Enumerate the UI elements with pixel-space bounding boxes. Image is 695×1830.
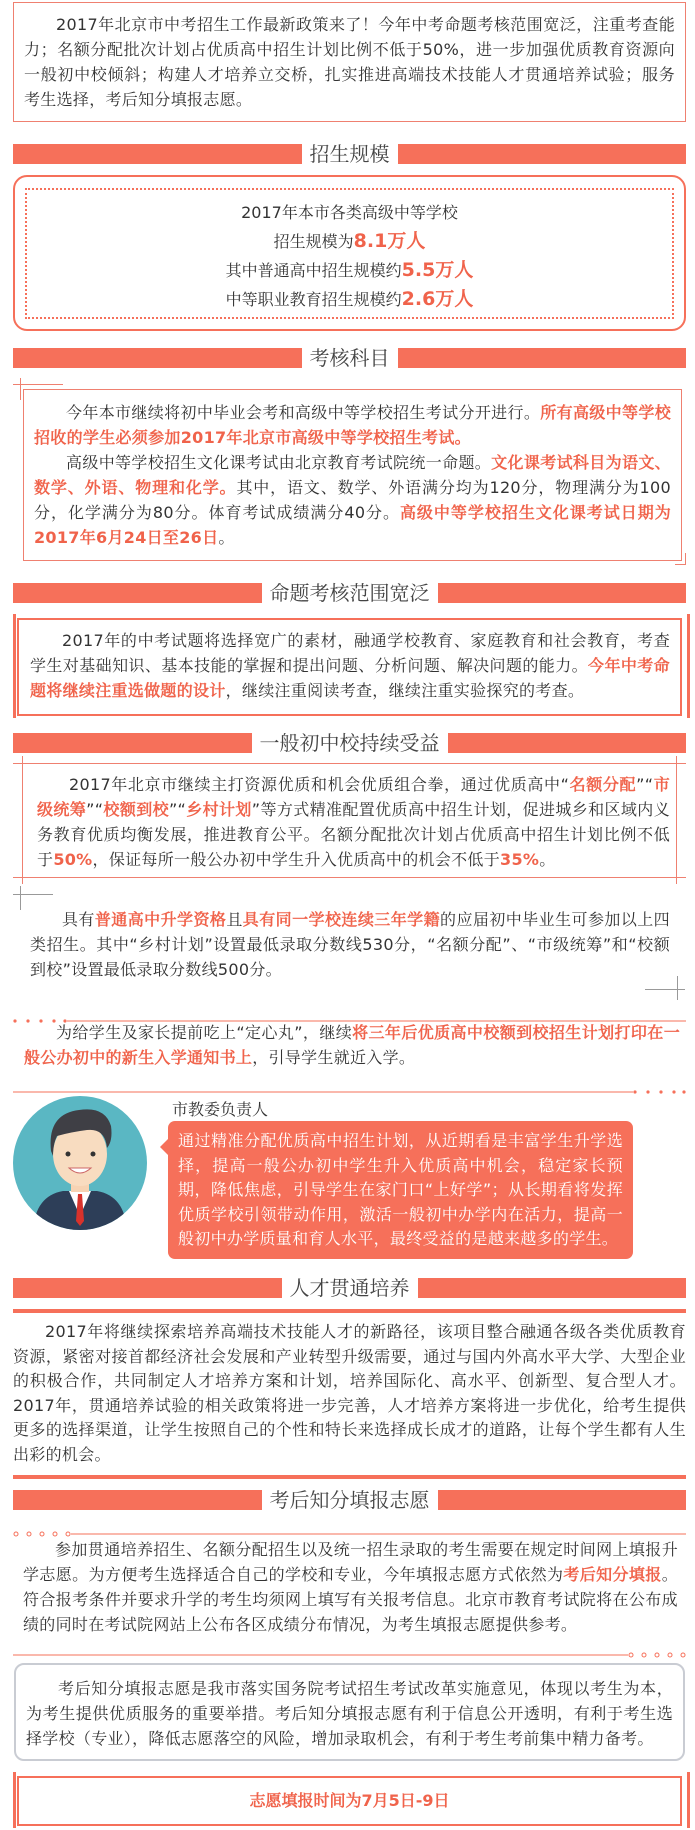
quote-text: 通过精准分配优质高中招生计划，从近期看是丰富学生升学选择，提高一般公办初中学生升入优质高中机会，稳定家长预期，降低焦虑，引导学生在家门口“上好学”；从长期看将发挥优质学校引领带动作用，激活一般初中办学内在活力，提高一般初中办学质量和育人水平，最终受益的是越来越多的学生。 <box>178 1131 623 1248</box>
paragraph <box>30 628 670 703</box>
scale-line <box>27 227 672 256</box>
text: 其中，语文、数学、外语满分均为120分，物理满分为100分，化学满分为80分。体育考试成绩满分40分。 <box>34 478 671 522</box>
deadline-text: 志愿填报时间为7月5日-9日 <box>249 1791 450 1810</box>
text: 的应届初中毕业生可参加以上四类招生。其中“乡村计划”设置最低录取分数线530分，“名额分配”、“市级统筹”和“校额到校”设置最低录取分数线500分。 <box>30 910 670 979</box>
intro-box <box>13 2 686 122</box>
section-header-application <box>13 1490 686 1510</box>
highlight: 35% <box>500 850 540 869</box>
subjects-box <box>23 389 682 561</box>
section-title: 招生规模 <box>302 140 398 168</box>
scale-line <box>27 256 672 285</box>
text: 具有 <box>62 910 95 929</box>
label: 其中普通高中招生规模约 <box>225 261 402 280</box>
corner-decoration <box>20 886 21 910</box>
corner-decoration <box>645 989 685 990</box>
section-header-schools <box>13 733 686 753</box>
talent-top-line <box>13 1309 686 1313</box>
schools-box <box>13 763 686 878</box>
frame-line <box>676 756 677 884</box>
policy-text: 考后知分填报志愿是我市落实国务院考试招生考试改革实施意见，体现以考生为本，为考生提供优质服务的重要举措。考后知分填报志愿有利于信息公开透明，有利于考生选择学校（专业），降低志愿落空的风险，增加录取机会，有利于考生考前集中精力备考。 <box>26 1679 673 1748</box>
highlight: 市级统筹 <box>37 775 670 819</box>
highlight: 考后知分填报 <box>563 1565 662 1584</box>
text: ，引导学生就近入学。 <box>252 1048 416 1067</box>
speaker-name: 市教委负责人 <box>172 1100 269 1119</box>
divider-dots-icon <box>13 1090 686 1094</box>
talent-bottom-line <box>13 1475 686 1479</box>
highlight: 乡村计划 <box>186 800 252 819</box>
text: 高级中等学校招生文化课考试由北京教育考试院统一命题。 <box>66 453 492 472</box>
subjects-text <box>34 400 671 550</box>
dotted-divider <box>13 1008 686 1012</box>
text: 今年本市继续将初中毕业会考和高级中等学校招生考试分开进行。 <box>66 403 541 422</box>
divider-circles-icon <box>13 1652 686 1658</box>
highlight: 50% <box>53 850 93 869</box>
scale-line <box>27 285 672 314</box>
paragraph <box>34 450 671 550</box>
scope-box <box>17 618 682 716</box>
avatar <box>13 1096 148 1231</box>
policy-box <box>14 1663 685 1761</box>
application-text <box>23 1537 678 1637</box>
highlight: 文化课考试科目为语文、数学、外语、物理和化学。 <box>34 453 671 497</box>
frame-line <box>22 756 23 884</box>
section-header-subjects <box>13 348 686 368</box>
paragraph <box>34 400 671 450</box>
text: ”“ <box>636 775 654 794</box>
official-avatar-icon <box>13 1096 148 1231</box>
intro-text: 2017年北京市中考招生工作最新政策来了！今年中考命题考核范围宽泛，注重考查能力；名额分配批次计划占优质高中招生计划比例不低于50%，进一步加强优质教育资源向一般初中校倾斜；构建人才培养立交桥，扎实推进高端技术技能人才贯通培养试验；服务考生选择，考后知分填报志愿。 <box>24 15 675 109</box>
text: 2017年的中考试题将选择宽广的素材，融通学校教育、家庭教育和社会教育，考查学生对基础知识、基本技能的掌握和提出问题、分析问题、解决问题的能力。 <box>30 631 670 675</box>
highlight: 具有同一学校连续三年学籍 <box>242 910 441 929</box>
corner-decoration <box>20 378 21 400</box>
circle-divider <box>13 1522 686 1528</box>
corner-decoration <box>685 553 686 565</box>
highlight: 校额到校 <box>103 800 169 819</box>
section-header-talent <box>13 1278 686 1298</box>
talent-text: 2017年将继续探索培养高端技术技能人才的新路径，该项目整合融通各级各类优质教育资源，紧密对接首都经济社会发展和产业转型升级需要，通过与国内外高水平大学、大型企业的积极合作，共同制定人才培养方案和计划，培养国际化、高水平、创新型、复合型人才。2017年，贯通培养试验的相关政策将进一步完善，人才培养方案将进一步优化，给考生提供更多的选择渠道，让学生按照自己的个性和特长来选择成长成才的道路，让每个学生都有人生出彩的机会。 <box>13 1322 686 1464</box>
text: ，保证每所一般公办初中学生升入优质高中的机会不低于 <box>92 850 501 869</box>
text: 参加贯通培养招生、名额分配招生以及统一招生录取的考生需要在规定时间网上填报升学志愿。为方便考生选择适合自己的学校和专业，今年填报志愿方式依然为 <box>23 1540 678 1584</box>
scale-box <box>13 175 686 331</box>
section-title: 命题考核范围宽泛 <box>262 579 438 607</box>
value-general: 5.5万人 <box>401 259 474 281</box>
scope-text <box>30 628 670 703</box>
section-header-scope <box>13 583 686 603</box>
section-title: 人才贯通培养 <box>282 1274 418 1302</box>
section-title: 一般初中校持续受益 <box>252 729 448 757</box>
text: 。 <box>218 528 235 547</box>
dotted-divider <box>13 1079 686 1083</box>
label: 招生规模为 <box>273 232 354 251</box>
eligibility-text <box>30 907 670 982</box>
text: 。 <box>539 850 556 869</box>
text: ”“ <box>86 800 104 819</box>
label: 中等职业教育招生规模约 <box>225 290 402 309</box>
section-header-scale <box>13 144 686 164</box>
text: 为给学生及家长提前吃上“定心丸”，继续 <box>56 1023 353 1042</box>
value-total: 8.1万人 <box>353 230 426 252</box>
corner-decoration <box>13 894 53 895</box>
schools-text <box>37 772 670 872</box>
section-title: 考核科目 <box>302 344 398 372</box>
circle-divider <box>13 1643 686 1649</box>
scale-line: 2017年本市各类高级中等学校 <box>241 203 458 222</box>
highlight: 名额分配 <box>569 775 637 794</box>
bubble-tail <box>160 1139 168 1155</box>
notice-text <box>24 1020 680 1070</box>
text: 且 <box>226 910 243 929</box>
highlight: 今年中考命题将继续注重选做题的设计 <box>30 656 670 700</box>
deadline-box <box>17 1776 682 1826</box>
corner-decoration <box>677 976 678 1000</box>
text: ”等方式精准配置优质高中招生计划，促进城乡和区域内义务教育优质均衡发展，推进教育公平。名额分配批次计划占优质高中招生计划比例不低于 <box>37 800 670 869</box>
scale-inner-dotted <box>25 188 674 319</box>
quote-bubble <box>168 1121 633 1259</box>
section-title: 考后知分填报志愿 <box>262 1486 438 1514</box>
text: 。符合报考条件并要求升学的考生均须网上填写有关报考信息。北京市教育考试院将在公布成绩的同时在考试院网站上公布各区成绩分布情况，为考生填报志愿提供参考。 <box>23 1565 678 1634</box>
text: ，继续注重阅读考查，继续注重实验探究的考查。 <box>225 681 585 700</box>
highlight: 普通高中升学资格 <box>94 910 227 929</box>
highlight: 将三年后优质高中校额到校招生计划打印在一般公办初中的新生入学通知书上 <box>24 1023 680 1067</box>
highlight: 所有高级中等学校招收的学生必须参加2017年北京市高级中等学校招生考试。 <box>34 403 672 447</box>
text: 2017年北京市继续主打资源优质和机会优质组合拳，通过优质高中“ <box>69 775 570 794</box>
value-vocational: 2.6万人 <box>401 288 474 310</box>
text: ”“ <box>168 800 187 819</box>
highlight: 高级中等学校招生文化课考试日期为2017年6月24日至26日 <box>34 503 671 547</box>
